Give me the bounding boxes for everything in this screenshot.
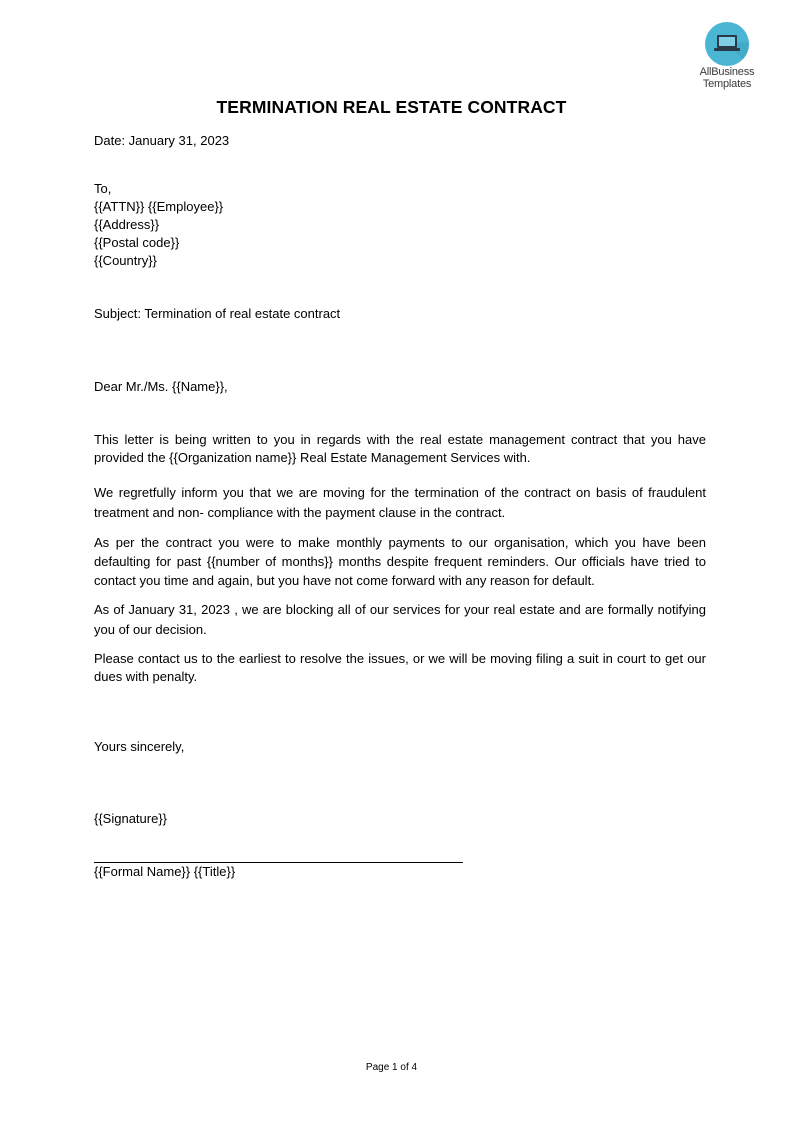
recipient-postal: {{Postal code}} [94, 235, 180, 250]
page-number: Page 1 of 4 [365, 1062, 418, 1073]
brand-logo [688, 22, 766, 90]
paragraph-5: Please contact us to the earliest to resolve the issues, or we will be moving filing a suit in court to get our dues with penalty. [94, 651, 706, 684]
signature-placeholder: {{Signature}} [94, 811, 168, 826]
logo-line2: Templates [702, 78, 752, 90]
laptop-icon [705, 22, 749, 66]
recipient-name: {{ATTN}} {{Employee}} [94, 199, 224, 214]
document-title: TERMINATION REAL ESTATE CONTRACT [216, 97, 567, 117]
paragraph-2: We regretfully inform you that we are moving for the termination of the contract on basis of fraudulent treatment and non- compliance with the payment clause in the contract. [94, 485, 706, 520]
paragraph-1: This letter is being written to you in regards with the real estate management contract that you have provided the {{Organization name}} Real Estate Management Services with. [94, 432, 706, 465]
paragraph-3: As per the contract you were to make monthly payments to our organisation, which you have been defaulting for past {{number of months}} months despite frequent reminders. Our officials have tried to contact you time and again, but you have not come forward with any reason for default. [94, 535, 706, 588]
salutation: Dear Mr./Ms. {{Name}}, [94, 379, 228, 394]
date-line: Date: January 31, 2023 [94, 133, 230, 148]
paragraph-4: As of January 31, 2023 , we are blocking all of our services for your real estate and are formally notifying you of our decision. [94, 602, 706, 637]
recipient-address: {{Address}} [94, 217, 160, 232]
logo-line1: AllBusiness [699, 66, 755, 78]
letter-body [94, 132, 706, 881]
formal-name: {{Formal Name}} {{Title}} [94, 864, 236, 879]
subject-line: Subject: Termination of real estate contract [94, 306, 341, 321]
closing: Yours sincerely, [94, 739, 185, 754]
recipient-to: To, [94, 181, 112, 196]
recipient-country: {{Country}} [94, 253, 157, 268]
